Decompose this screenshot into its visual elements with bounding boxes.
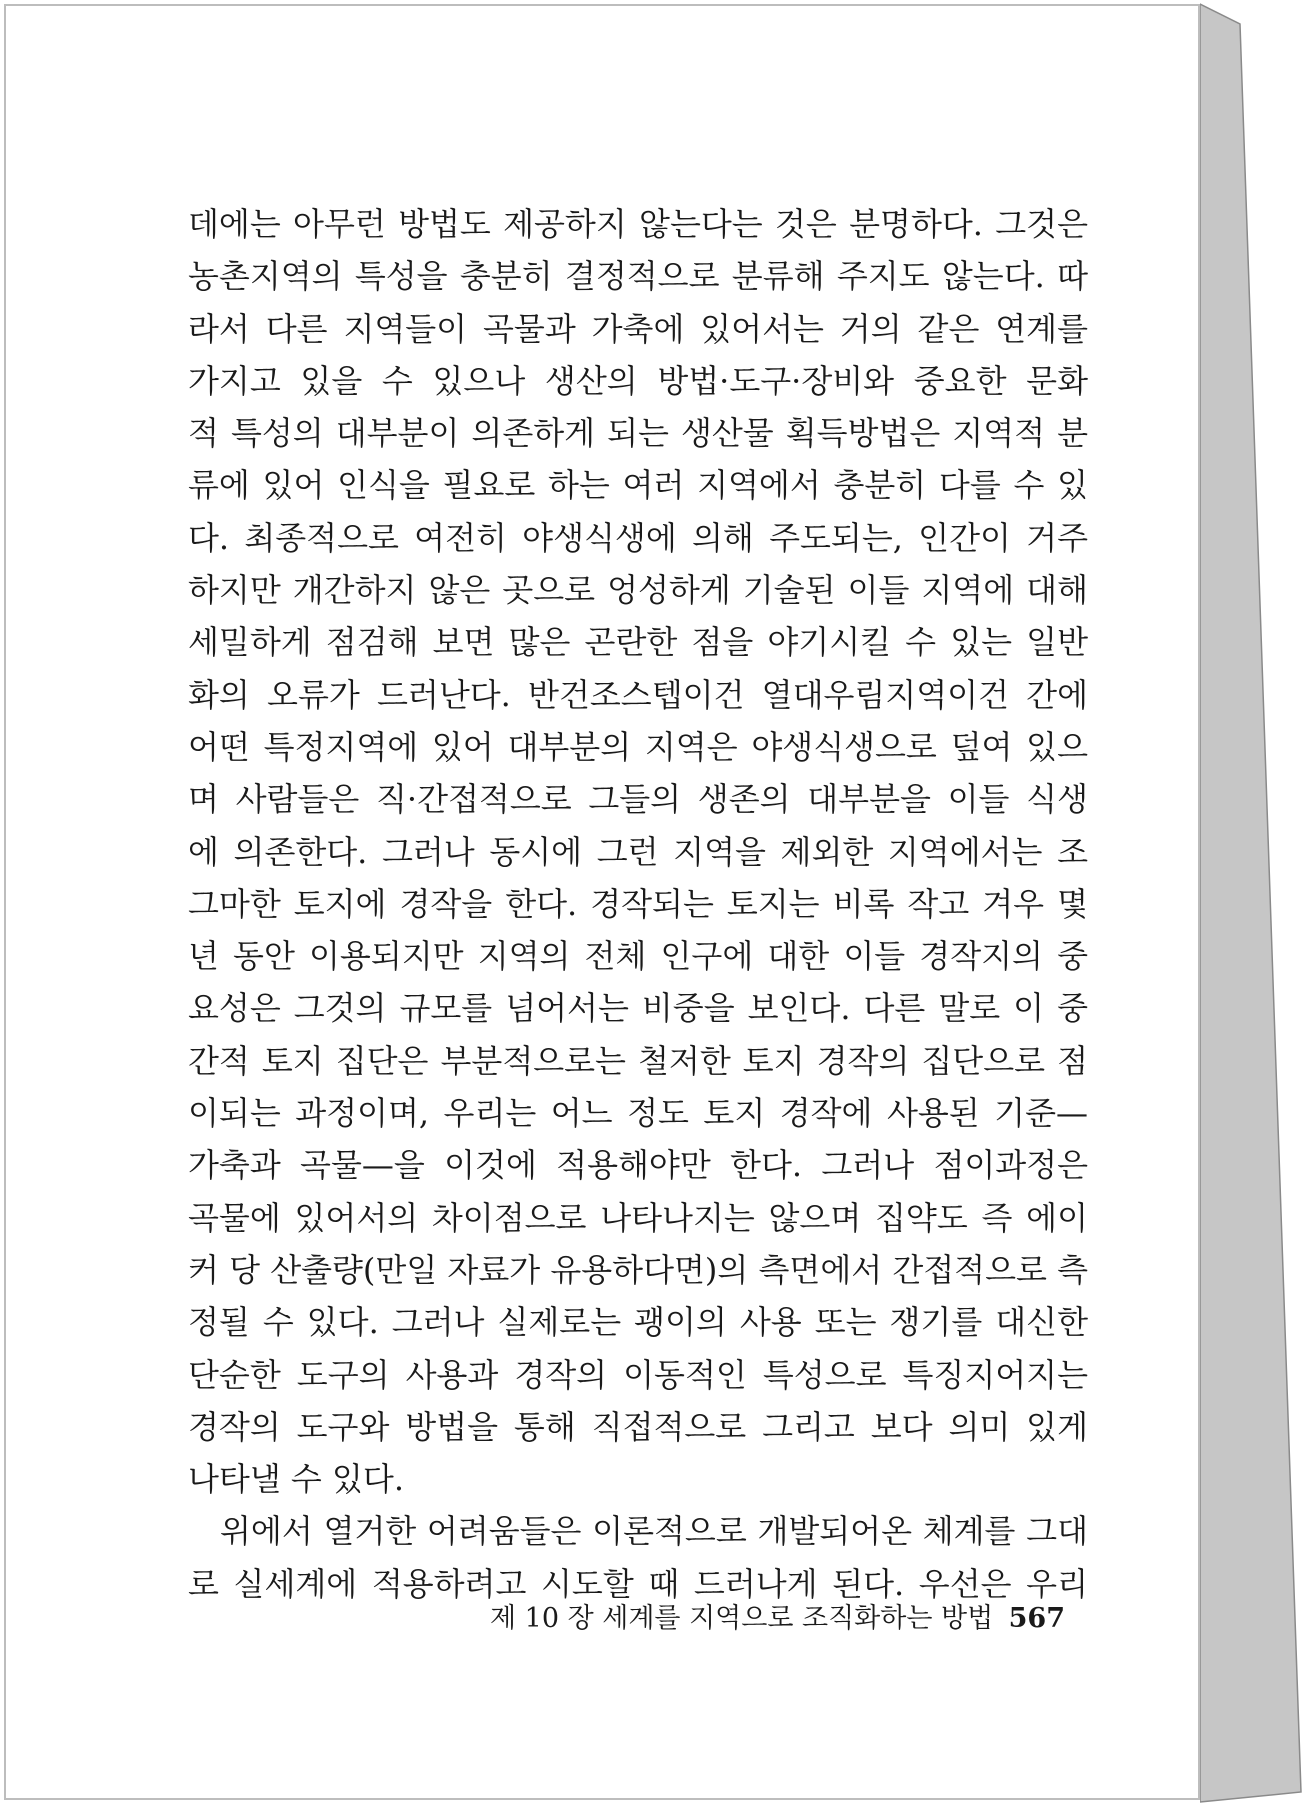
- text-line: 가축과 곡물—을 이것에 적용해야만 한다. 그러나 점이과정은: [188, 1146, 1088, 1185]
- paragraph-first-line: 위에서 열거한 어려움들은 이론적으로 개발되어온 체계를 그대: [220, 1512, 1088, 1551]
- text-line: 데에는 아무런 방법도 제공하지 않는다는 것은 분명하다. 그것은: [188, 205, 1088, 243]
- text-line: 요성은 그것의 규모를 넘어서는 비중을 보인다. 다른 말로 이 중: [188, 989, 1088, 1028]
- text-line: 그마한 토지에 경작을 한다. 경작되는 토지는 비록 작고 겨우 몇: [188, 884, 1088, 923]
- text-line: 라서 다른 지역들이 곡물과 가축에 있어서는 거의 같은 연계를: [188, 309, 1088, 348]
- page-number: 567: [1008, 1603, 1065, 1634]
- text-line: 로 실세계에 적용하려고 시도할 때 드러나게 된다. 우선은 우리: [188, 1564, 1088, 1603]
- text-line: 류에 있어 인식을 필요로 하는 여러 지역에서 충분히 다를 수 있: [188, 466, 1088, 505]
- text-line: 이되는 과정이며, 우리는 어느 정도 토지 경작에 사용된 기준—: [188, 1094, 1088, 1133]
- paragraph-last-line: 나타낼 수 있다.: [188, 1460, 404, 1499]
- page-edge-shape: [1200, 0, 1303, 1806]
- text-line: 에 의존한다. 그러나 동시에 그런 지역을 제외한 지역에서는 조: [188, 832, 1088, 871]
- text-line: 정될 수 있다. 그러나 실제로는 괭이의 사용 또는 쟁기를 대신한: [188, 1303, 1088, 1342]
- page-footer: [490, 1596, 1065, 1635]
- book-page-edge: [1200, 0, 1303, 1806]
- text-line: 세밀하게 점검해 보면 많은 곤란한 점을 야기시킬 수 있는 일반: [188, 623, 1088, 662]
- text-line: 농촌지역의 특성을 충분히 결정적으로 분류해 주지도 않는다. 따: [188, 257, 1088, 296]
- text-line: 다. 최종적으로 여전히 야생식생에 의해 주도되는, 인간이 거주: [188, 518, 1088, 557]
- text-line: 가지고 있을 수 있으나 생산의 방법·도구·장비와 중요한 문화: [188, 361, 1088, 400]
- text-line: 며 사람들은 직·간접적으로 그들의 생존의 대부분을 이들 식생: [188, 780, 1088, 819]
- text-line: 간적 토지 집단은 부분적으로는 철저한 토지 경작의 집단으로 점: [188, 1041, 1088, 1080]
- text-line: 단순한 도구의 사용과 경작의 이동적인 특성으로 특징지어지는: [188, 1355, 1088, 1394]
- text-line: 화의 오류가 드러난다. 반건조스텝이건 열대우림지역이건 간에: [188, 675, 1088, 714]
- text-line: 어떤 특정지역에 있어 대부분의 지역은 야생식생으로 덮여 있으: [188, 727, 1088, 766]
- text-line: 커 당 산출량(만일 자료가 유용하다면)의 측면에서 간접적으로 측: [188, 1250, 1088, 1289]
- running-title: 제 10 장 세계를 지역으로 조직화하는 방법: [490, 1603, 994, 1634]
- text-line: 적 특성의 대부분이 의존하게 되는 생산물 획득방법은 지역적 분: [188, 414, 1088, 453]
- text-line: 년 동안 이용되지만 지역의 전체 인구에 대한 이들 경작지의 중: [188, 937, 1088, 976]
- body-text: [188, 198, 1088, 1610]
- text-line: 경작의 도구와 방법을 통해 직접적으로 그리고 보다 의미 있게: [188, 1407, 1088, 1446]
- text-line: 하지만 개간하지 않은 곳으로 엉성하게 기술된 이들 지역에 대해: [188, 571, 1088, 610]
- text-line: 곡물에 있어서의 차이점으로 나타나지는 않으며 집약도 즉 에이: [188, 1198, 1088, 1237]
